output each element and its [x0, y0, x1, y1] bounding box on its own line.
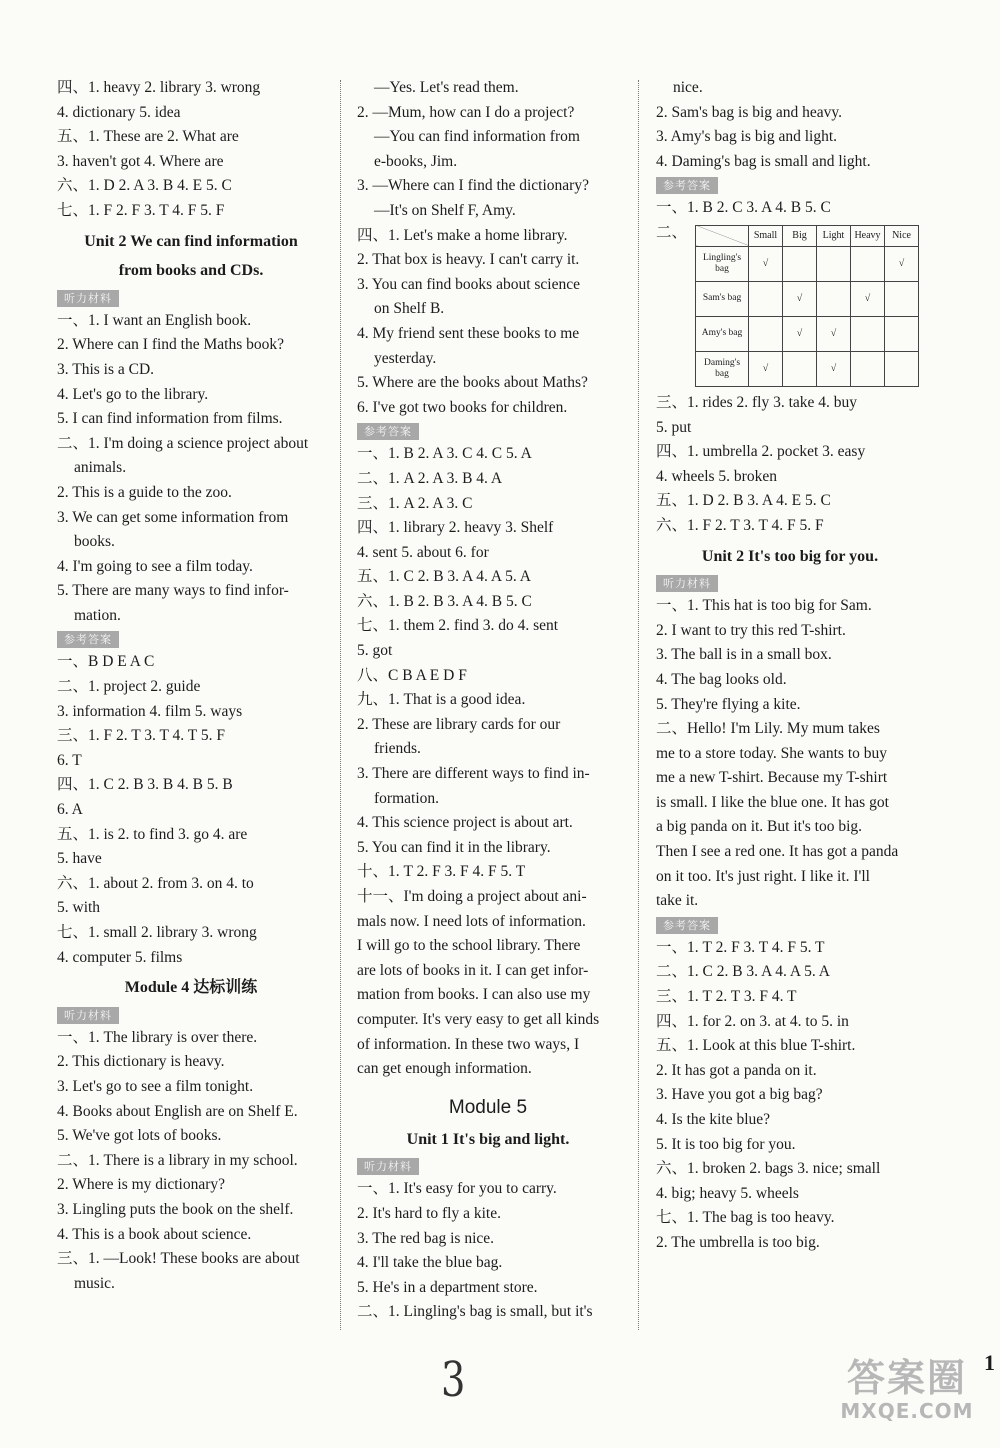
section-badge: 听力材料: [357, 1158, 419, 1175]
text-line: 一、1. B 2. C 3. A 4. B 5. C: [656, 199, 831, 217]
table-row-header: Sam's bag: [696, 281, 749, 316]
table-cell: [783, 351, 817, 386]
text-line: 3. The red bag is nice.: [357, 1229, 495, 1247]
watermark-logo: [828, 1356, 986, 1422]
text-line: me a new T-shirt. Because my T-shirt: [656, 769, 888, 787]
table-cell: √: [783, 281, 817, 316]
text-line: 二、1. I'm doing a science project about: [57, 434, 309, 452]
text-line: take it.: [656, 892, 699, 910]
text-line: 4. sent 5. about 6. for: [357, 543, 489, 561]
handwritten-page-number: 3: [441, 1352, 466, 1408]
text-line: 5. put: [656, 418, 692, 436]
text-line: 3. There are different ways to find in-: [357, 765, 590, 783]
text-line: 六、1. broken 2. bags 3. nice; small: [656, 1160, 881, 1178]
text-line: 4. computer 5. films: [57, 948, 183, 966]
column-divider: [340, 80, 341, 1330]
text-line: 2. This is a guide to the zoo.: [57, 483, 232, 501]
text-line: —You can find information from: [374, 128, 580, 146]
table-cell: [851, 351, 885, 386]
text-line: 3. Amy's bag is big and light.: [656, 128, 838, 146]
table-row-header: Lingling's bag: [696, 246, 749, 281]
text-line: 2. I want to try this red T-shirt.: [656, 621, 846, 639]
text-line: 七、1. them 2. find 3. do 4. sent: [357, 617, 559, 635]
text-line: 2. That box is heavy. I can't carry it.: [357, 251, 580, 269]
text-line: yesterday.: [374, 349, 437, 367]
section-badge: 参考答案: [656, 917, 718, 934]
text-line: 3. haven't got 4. Where are: [57, 152, 224, 170]
column-divider: [638, 80, 639, 1330]
text-line: Then I see a red one. It has got a panda: [656, 843, 899, 861]
text-line: 4. I'm going to see a film today.: [57, 557, 253, 575]
text-line: 十、1. T 2. F 3. F 4. F 5. T: [357, 863, 526, 881]
text-line: 七、1. F 2. F 3. T 4. F 5. F: [57, 201, 225, 219]
text-line: 5. got: [357, 642, 393, 660]
text-line: me to a store today. She wants to buy: [656, 744, 888, 762]
text-line: 5. with: [57, 899, 101, 917]
text-line: 4. This science project is about art.: [357, 814, 573, 832]
text-line: 3. We can get some information from: [57, 508, 289, 526]
text-line: 七、1. small 2. library 3. wrong: [57, 924, 257, 941]
text-line: 四、1. heavy 2. library 3. wrong: [57, 79, 261, 96]
text-line: of information. In these two ways, I: [357, 1035, 580, 1053]
text-line: 2. The umbrella is too big.: [656, 1233, 820, 1251]
column-middle: [357, 76, 619, 1325]
text-line: —Yes. Let's read them.: [374, 79, 519, 96]
text-line: 九、1. That is a good idea.: [357, 691, 526, 709]
text-line: nice.: [673, 79, 703, 96]
text-line: I will go to the school library. There: [357, 937, 581, 955]
text-line: 6. I've got two books for children.: [357, 398, 568, 416]
watermark-logo-text: 答案圈: [846, 1356, 967, 1400]
text-line: 2. It's hard to fly a kite.: [357, 1204, 501, 1222]
text-line: mation from books. I can also use my: [357, 986, 591, 1004]
text-line: a big panda on it. But it's too big.: [656, 818, 863, 836]
text-line: 5. It is too big for you.: [656, 1135, 796, 1153]
column-left: [57, 76, 325, 1296]
text-line: 五、1. These are 2. What are: [57, 128, 239, 146]
text-line: computer. It's very easy to get all kinds: [357, 1010, 600, 1028]
table-row: [696, 316, 919, 351]
text-line: 5. We've got lots of books.: [57, 1127, 222, 1145]
text-line: 2. It has got a panda on it.: [656, 1061, 817, 1079]
text-line: 六、1. D 2. A 3. B 4. E 5. C: [57, 177, 232, 195]
text-line: 3. information 4. film 5. ways: [57, 702, 243, 720]
text-line: 5. You can find it in the library.: [357, 838, 551, 856]
table-cell: √: [749, 246, 783, 281]
table-corner-cell: [696, 225, 749, 246]
text-line: 六、1. B 2. B 3. A 4. B 5. C: [357, 592, 532, 610]
text-line: 四、1. for 2. on 3. at 4. to 5. in: [656, 1012, 849, 1030]
text-line: 4. Let's go to the library.: [57, 385, 209, 403]
section-badge: 听力材料: [57, 290, 119, 307]
text-line: 六、1. F 2. T 3. T 4. F 5. F: [656, 516, 824, 534]
text-line: 一、1. The library is over there.: [57, 1028, 258, 1046]
text-line: is small. I like the blue one. It has got: [656, 793, 889, 811]
table-cell: √: [749, 351, 783, 386]
answer-table-label: 二、: [656, 223, 688, 241]
section-heading: from books and CDs.: [118, 262, 264, 280]
text-line: 4. Is the kite blue?: [656, 1111, 771, 1128]
text-line: 3. Let's go to see a film tonight.: [57, 1077, 254, 1095]
text-line: 五、1. Look at this blue T-shirt.: [656, 1037, 856, 1055]
text-line: 七、1. The bag is too heavy.: [656, 1209, 835, 1227]
section-badge-wrap: [357, 420, 619, 442]
watermark-url: MXQE.COM: [840, 1399, 974, 1423]
text-line: 2. Where is my dictionary?: [57, 1176, 226, 1194]
text-line: 四、1. C 2. B 3. B 4. B 5. B: [57, 776, 233, 794]
table-header-cell: Nice: [885, 225, 919, 246]
text-line: 4. wheels 5. broken: [656, 467, 777, 485]
section-badge: 参考答案: [357, 423, 419, 440]
edge-page-number: 1: [984, 1350, 995, 1375]
text-line: formation.: [374, 789, 439, 807]
text-line: books.: [74, 533, 115, 551]
answer-table: [695, 225, 919, 387]
table-cell: [749, 281, 783, 316]
text-line: 三、1. rides 2. fly 3. take 4. buy: [656, 393, 858, 411]
table-cell: [885, 351, 919, 386]
text-line: 五、1. C 2. B 3. A 4. A 5. A: [357, 568, 531, 586]
table-cell: √: [817, 351, 851, 386]
text-line: mals now. I need lots of information.: [357, 912, 586, 930]
table-cell: [817, 246, 851, 281]
text-line: 3. Have you got a big bag?: [656, 1086, 823, 1104]
table-row-header: Daming's bag: [696, 351, 749, 386]
table-cell: [851, 246, 885, 281]
table-header-cell: Heavy: [851, 225, 885, 246]
section-heading: Module 4 达标训练: [124, 979, 258, 997]
text-line: 4. The bag looks old.: [656, 670, 787, 688]
text-line: 一、1. I want an English book.: [57, 311, 252, 329]
section-badge-wrap: [656, 572, 924, 594]
text-line: 4. dictionary 5. idea: [57, 103, 181, 121]
table-cell: [885, 281, 919, 316]
text-line: 一、1. It's easy for you to carry.: [357, 1180, 557, 1198]
text-line: 5. He's in a department store.: [357, 1278, 538, 1296]
text-line: 二、1. project 2. guide: [57, 678, 201, 696]
text-line: 二、1. Lingling's bag is small, but it's: [357, 1303, 593, 1321]
text-line: 3. Lingling puts the book on the shelf.: [57, 1200, 294, 1218]
table-header-cell: Small: [749, 225, 783, 246]
text-line: on Shelf B.: [374, 300, 445, 318]
text-line: 3. —Where can I find the dictionary?: [357, 177, 589, 195]
table-header-cell: Light: [817, 225, 851, 246]
text-line: 4. Daming's bag is small and light.: [656, 152, 871, 170]
section-badge-wrap: [57, 287, 325, 309]
text-line: are lots of books in it. I can get infor-: [357, 961, 589, 979]
text-line: 4. This is a book about science.: [57, 1225, 252, 1243]
text-line: 五、1. is 2. to find 3. go 4. are: [57, 825, 248, 843]
text-line: 2. This dictionary is heavy.: [57, 1053, 225, 1071]
table-row: [696, 246, 919, 281]
text-line: 十一、I'm doing a project about ani-: [357, 888, 587, 905]
text-line: 3. You can find books about science: [357, 275, 580, 293]
text-line: friends.: [374, 740, 421, 758]
text-line: 6. A: [57, 801, 83, 819]
table-header-cell: Big: [783, 225, 817, 246]
table-cell: √: [783, 316, 817, 351]
text-line: 3. This is a CD.: [57, 360, 155, 378]
section-badge-wrap: [57, 1004, 325, 1026]
table-cell: [749, 316, 783, 351]
text-line: 二、1. C 2. B 3. A 4. A 5. A: [656, 963, 830, 981]
text-line: 四、1. library 2. heavy 3. Shelf: [357, 519, 554, 537]
table-cell: √: [817, 316, 851, 351]
section-badge: 参考答案: [57, 631, 119, 648]
text-line: 一、B D E A C: [57, 653, 155, 671]
text-line: e-books, Jim.: [374, 152, 458, 170]
text-line: can get enough information.: [357, 1060, 532, 1078]
table-row-header: Amy's bag: [696, 316, 749, 351]
text-line: 六、1. about 2. from 3. on 4. to: [57, 874, 254, 892]
text-line: 一、1. This hat is too big for Sam.: [656, 597, 872, 615]
table-cell: √: [851, 281, 885, 316]
text-line: 5. They're flying a kite.: [656, 695, 801, 713]
text-line: 5. Where are the books about Maths?: [357, 374, 588, 392]
text-line: 5. have: [57, 850, 102, 868]
text-line: 八、C B A E D F: [357, 666, 467, 684]
section-heading: Unit 2 It's too big for you.: [701, 547, 879, 565]
text-line: on it too. It's just right. I like it. I'll: [656, 867, 870, 885]
section-badge-wrap: [357, 1155, 619, 1177]
text-line: 4. big; heavy 5. wheels: [656, 1184, 799, 1202]
table-cell: [885, 316, 919, 351]
text-line: 三、1. F 2. T 3. T 4. T 5. F: [57, 727, 225, 745]
text-line: 三、1. —Look! These books are about: [57, 1250, 300, 1268]
text-line: 三、1. A 2. A 3. C: [357, 494, 473, 512]
text-line: 三、1. T 2. T 3. F 4. T: [656, 988, 797, 1006]
table-row: [696, 351, 919, 386]
text-line: mation.: [74, 606, 121, 624]
section-badge: 听力材料: [656, 575, 718, 592]
text-line: 一、1. B 2. A 3. C 4. C 5. A: [357, 445, 532, 463]
text-line: 2. These are library cards for our: [357, 715, 561, 733]
text-line: 五、1. D 2. B 3. A 4. E 5. C: [656, 492, 831, 510]
section-badge-wrap: [656, 914, 924, 936]
section-heading: Unit 1 It's big and light.: [406, 1130, 570, 1148]
text-line: 二、1. A 2. A 3. B 4. A: [357, 469, 503, 487]
module-heading: Module 5: [448, 1096, 528, 1118]
text-line: 2. —Mum, how can I do a project?: [357, 103, 575, 121]
text-line: 二、1. There is a library in my school.: [57, 1151, 298, 1169]
text-line: 2. Where can I find the Maths book?: [57, 336, 284, 354]
table-cell: [851, 316, 885, 351]
section-heading: Unit 2 We can find information: [84, 232, 298, 250]
section-badge-wrap: [656, 174, 924, 196]
table-row: [696, 281, 919, 316]
text-line: 四、1. Let's make a home library.: [357, 226, 568, 244]
text-line: 5. There are many ways to find infor-: [57, 582, 289, 600]
table-cell: [783, 246, 817, 281]
text-line: 6. T: [57, 751, 82, 769]
text-line: 四、1. umbrella 2. pocket 3. easy: [656, 443, 866, 461]
text-line: 二、Hello! I'm Lily. My mum takes: [656, 720, 880, 738]
answer-table-block: [656, 221, 924, 391]
section-badge: 听力材料: [57, 1007, 119, 1024]
section-badge-wrap: [57, 628, 325, 650]
section-badge: 参考答案: [656, 177, 718, 194]
text-line: 5. I can find information from films.: [57, 410, 283, 428]
table-cell: √: [885, 246, 919, 281]
text-line: 4. I'll take the blue bag.: [357, 1254, 503, 1272]
text-line: animals.: [74, 459, 127, 477]
table-cell: [817, 281, 851, 316]
text-line: 一、1. T 2. F 3. T 4. F 5. T: [656, 938, 825, 956]
text-line: 2. Sam's bag is big and heavy.: [656, 103, 843, 121]
text-line: —It's on Shelf F, Amy.: [374, 201, 516, 219]
text-line: 3. The ball is in a small box.: [656, 646, 832, 664]
text-line: music.: [74, 1274, 115, 1292]
text-line: 4. My friend sent these books to me: [357, 324, 580, 342]
column-right: [656, 76, 924, 1256]
text-line: 4. Books about English are on Shelf E.: [57, 1102, 298, 1120]
